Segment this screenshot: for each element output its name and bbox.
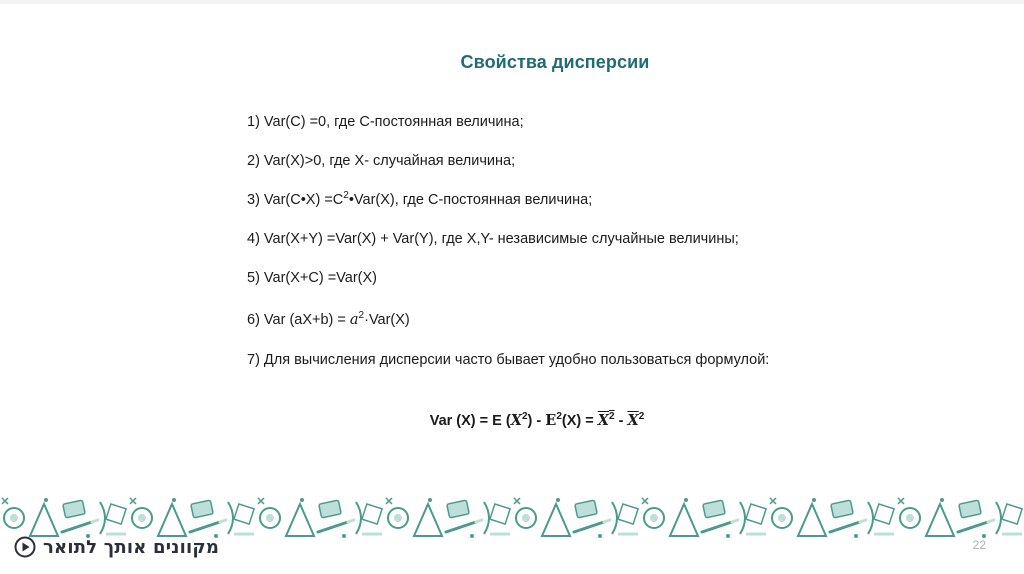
property-1: 1) Var(C) =0, где С-постоянная величина; (247, 114, 524, 130)
property-6-variable: a (349, 312, 359, 328)
page-number: 22 (972, 538, 986, 552)
formula-part-3: (X) = (561, 413, 598, 429)
property-6-exponent: 2 (358, 310, 365, 321)
formula-part-2: ) - (527, 413, 546, 429)
property-3 (247, 191, 592, 209)
logo-text: מקוונים אותך לתואר (43, 536, 220, 558)
formula-exponent-4: 2 (638, 411, 645, 422)
formula-exponent-3: 2 (609, 411, 615, 422)
property-3-text-after: •Var(X), где С-постоянная величина; (348, 192, 593, 208)
property-4: 4) Var(X+Y) =Var(X) + Var(Y), где X,Y- независимые случайные величины; (247, 231, 739, 247)
formula-exponent-2: 2 (556, 411, 562, 422)
property-3-text-before: 3) Var(С•Х) =С (247, 192, 344, 208)
formula-exponent-1: 2 (521, 411, 528, 422)
formula-e: E (545, 412, 557, 429)
property-7: 7) Для вычисления дисперсии часто бывает удобно пользоваться формулой: (247, 352, 770, 368)
slide-title: Свойства дисперсии (460, 52, 650, 72)
formula-x-3: $\overline{X}$ (627, 412, 639, 429)
property-6-text-before: 6) Var (aX+b) = (247, 312, 350, 328)
variance-formula (0, 412, 1024, 429)
property-2: 2) Var(X)>0, где Х- случайная величина; (247, 153, 516, 169)
top-bar (0, 0, 1024, 4)
formula-part-4: - (614, 413, 628, 429)
formula-x-1: X (510, 412, 522, 429)
formula-x-2: X (597, 412, 609, 429)
property-6 (247, 311, 410, 329)
property-3-exponent: 2 (343, 190, 349, 201)
formula-part-1: Var (X) = E ( (429, 413, 511, 429)
property-5: 5) Var(X+C) =Var(X) (247, 270, 377, 286)
play-icon (14, 536, 36, 558)
formula-mean-of-square (598, 413, 615, 429)
property-6-text-after: ·Var(X) (364, 312, 410, 328)
brand-logo (14, 533, 219, 561)
